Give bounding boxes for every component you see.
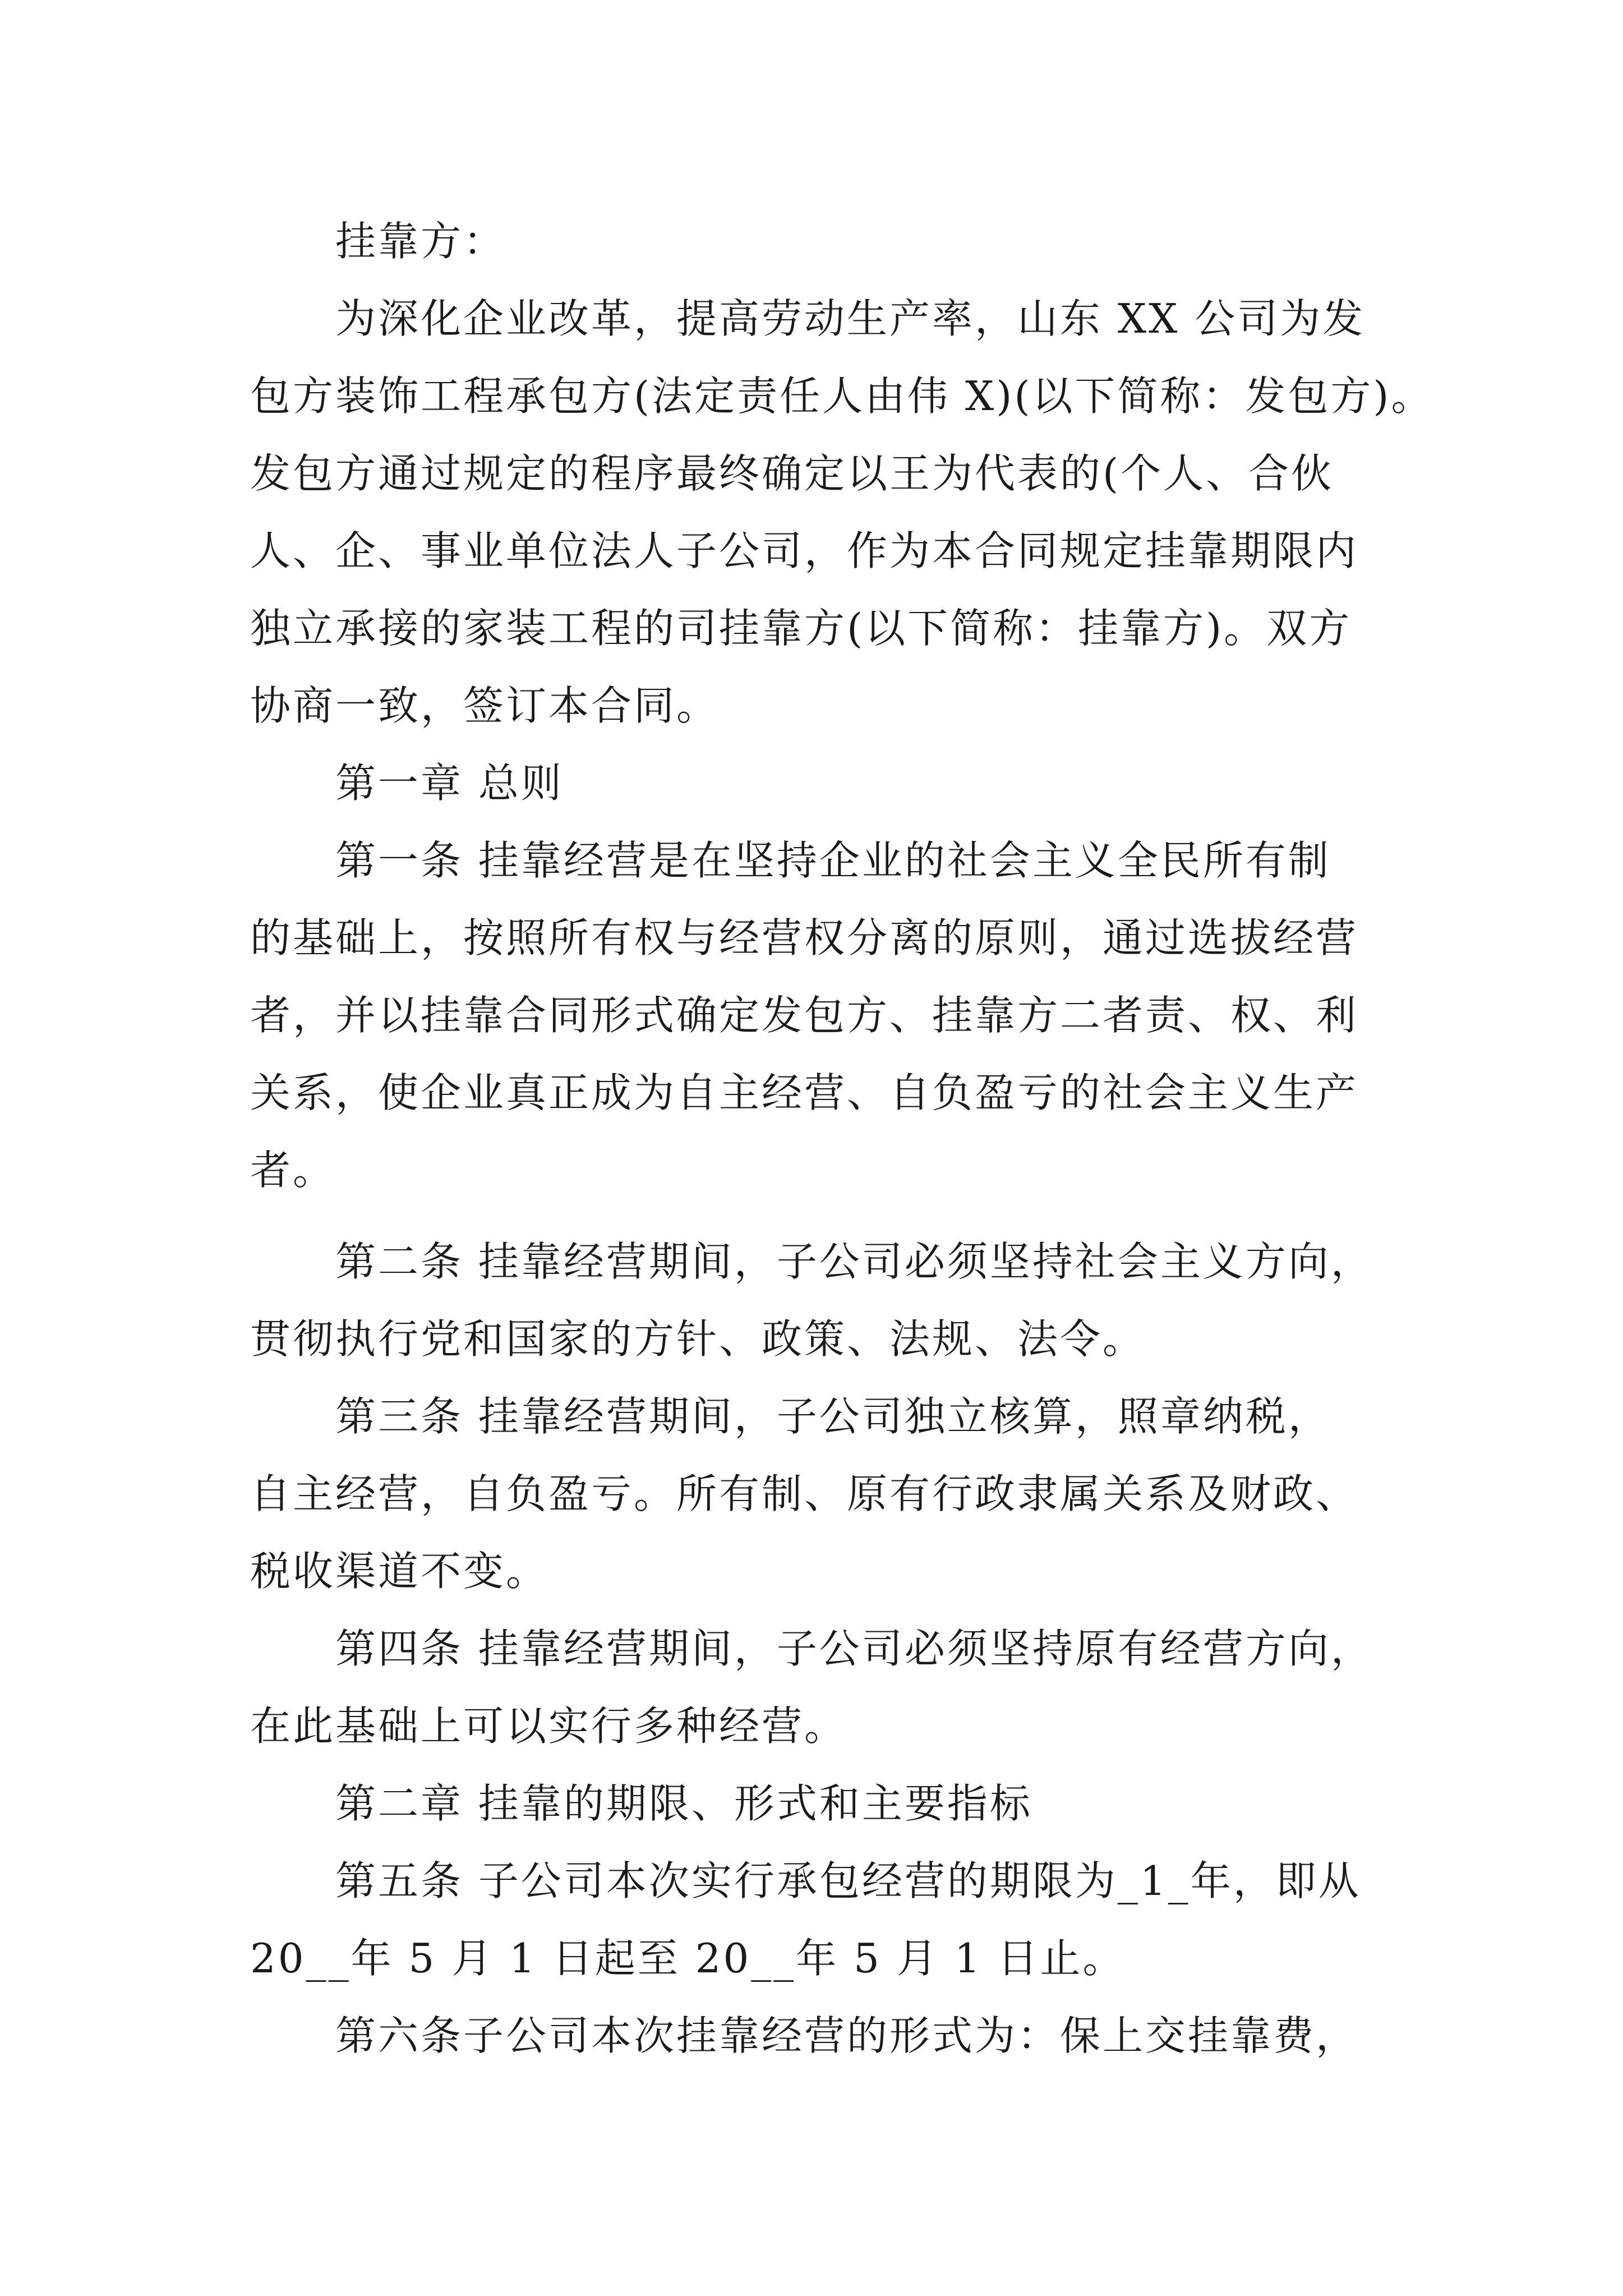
text-line: 人、企、事业单位法人子公司，作为本合同规定挂靠期限内 <box>250 527 1359 574</box>
chapter-heading: 第一章 总则 <box>335 760 564 807</box>
text-line: 发包方通过规定的程序最终确定以王为代表的(个人、合伙 <box>250 450 1334 497</box>
text-line: 第三条 挂靠经营期间，子公司独立核算，照章纳税， <box>335 1393 1331 1440</box>
text-line: 独立承接的家装工程的司挂靠方(以下简称：挂靠方)。双方 <box>250 605 1352 652</box>
text-line: 第一条 挂靠经营是在坚持企业的社会主义全民所有制 <box>335 837 1331 884</box>
text-line: 20__年 5 月 1 日起至 20__年 5 月 1 日止。 <box>250 1935 1126 1982</box>
text-line: 第六条子公司本次挂靠经营的形式为：保上交挂靠费， <box>335 2012 1359 2059</box>
text-line: 的基础上，按照所有权与经营权分离的原则，通过选拔经营 <box>250 914 1359 961</box>
text-line: 为深化企业改革，提高劳动生产率，山东 XX 公司为发 <box>335 295 1366 342</box>
text-line: 挂靠方： <box>335 218 506 265</box>
text-line: 协商一致，签订本合同。 <box>250 682 720 729</box>
text-line: 包方装饰工程承包方(法定责任人由伟 X)(以下简称：发包方)。 <box>250 372 1434 420</box>
text-line: 税收渠道不变。 <box>250 1548 549 1595</box>
text-line: 在此基础上可以实行多种经营。 <box>250 1703 847 1750</box>
text-line: 贯彻执行党和国家的方针、政策、法规、法令。 <box>250 1315 1146 1363</box>
text-line: 第二条 挂靠经营期间，子公司必须坚持社会主义方向， <box>335 1238 1373 1285</box>
text-line: 第五条 子公司本次实行承包经营的期限为_1_年，即从 <box>335 1857 1361 1904</box>
text-line: 关系，使企业真正成为自主经营、自负盈亏的社会主义生产 <box>250 1069 1359 1116</box>
text-line: 者，并以挂靠合同形式确定发包方、挂靠方二者责、权、利 <box>250 992 1359 1039</box>
text-line: 第四条 挂靠经营期间，子公司必须坚持原有经营方向， <box>335 1625 1373 1672</box>
text-line: 者。 <box>250 1147 336 1194</box>
chapter-heading: 第二章 挂靠的期限、形式和主要指标 <box>335 1780 1032 1827</box>
text-line: 自主经营，自负盈亏。所有制、原有行政隶属关系及财政、 <box>250 1470 1359 1517</box>
